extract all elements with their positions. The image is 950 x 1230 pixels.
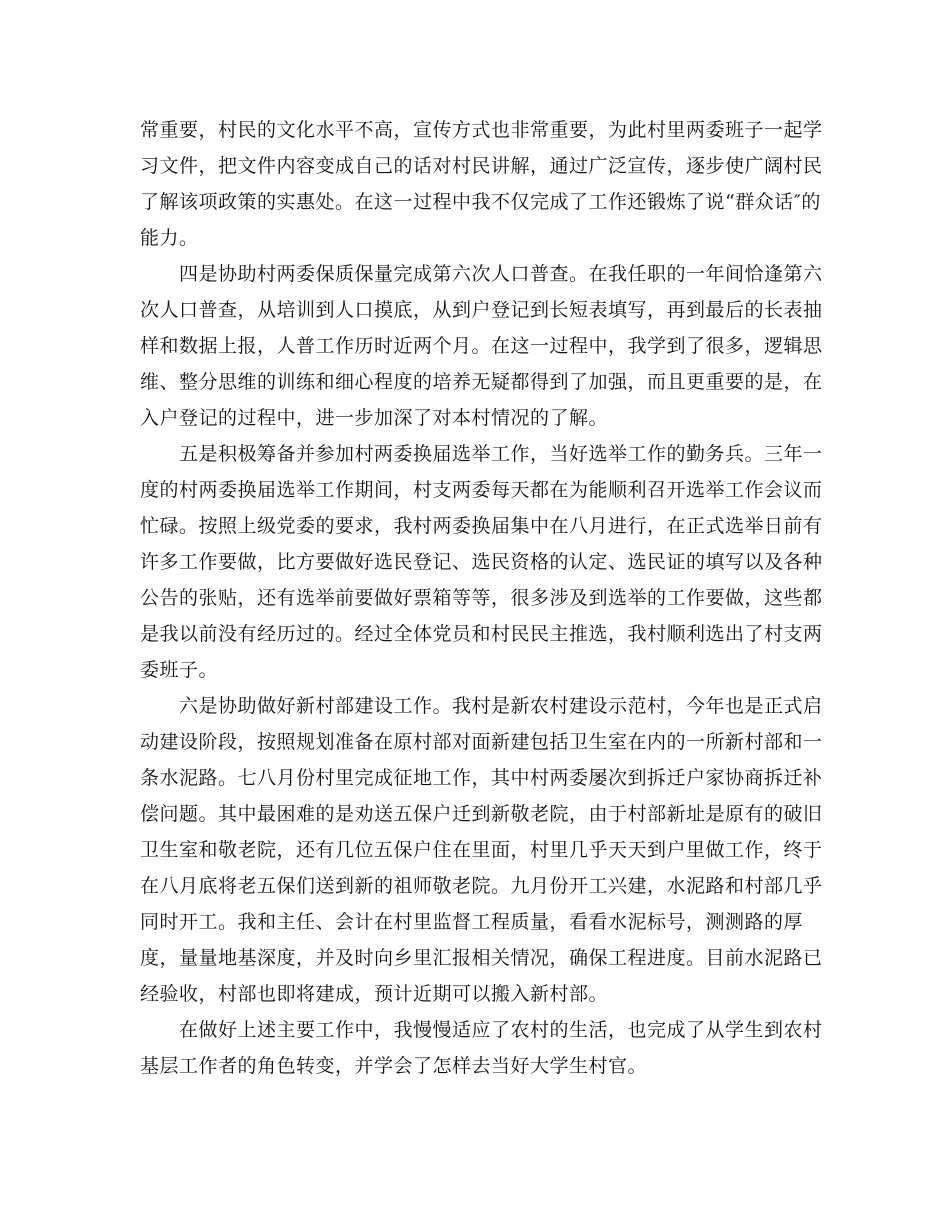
- text-line: 条水泥路。七八月份村里完成征地工作，其中村两委屡次到拆迁户家协商拆迁补: [140, 767, 823, 789]
- text-line: 习文件，把文件内容变成自己的话对村民讲解，通过广泛宣传，逐步使广阔村民: [140, 155, 823, 177]
- text-line: 委班子。: [140, 659, 219, 681]
- text-line: 六是协助做好新村部建设工作。我村是新农村建设示范村，今年也是正式启: [140, 695, 823, 717]
- text-line: 度的村两委换届选举工作期间，村支两委每天都在为能顺利召开选举工作会议而: [140, 479, 823, 501]
- text-line: 是我以前没有经历过的。经过全体党员和村民民主推选，我村顺利选出了村支两: [140, 623, 823, 645]
- text-line: 四是协助村两委保质保量完成第六次人口普查。在我任职的一年间恰逢第六: [140, 263, 823, 285]
- text-line: 了解该项政策的实惠处。在这一过程中我不仅完成了工作还锻炼了说“群众话″的: [140, 191, 821, 213]
- text-line: 样和数据上报，人普工作历时近两个月。在这一过程中，我学到了很多，逻辑思: [140, 335, 823, 357]
- document-body: [140, 112, 823, 1084]
- text-line: 次人口普查，从培训到人口摸底，从到户登记到长短表填写，再到最后的长表抽: [140, 299, 823, 321]
- paragraph-4: [140, 688, 823, 1012]
- paragraph-3: [140, 436, 823, 688]
- text-line: 在八月底将老五保们送到新的祖师敬老院。九月份开工兴建，水泥路和村部几乎: [140, 875, 823, 897]
- text-line: 维、整分思维的训练和细心程度的培养无疑都得到了加强，而且更重要的是，在: [140, 371, 823, 393]
- text-line: 能力。: [140, 227, 199, 249]
- paragraph-1: [140, 112, 823, 256]
- paragraph-5: [140, 1012, 823, 1084]
- text-line: 常重要，村民的文化水平不高，宣传方式也非常重要，为此村里两委班子一起学: [140, 119, 823, 141]
- text-line: 卫生室和敬老院，还有几位五保户住在里面，村里几乎天天到户里做工作，终于: [140, 839, 823, 861]
- text-line: 同时开工。我和主任、会计在村里监督工程质量，看看水泥标号，测测路的厚: [140, 911, 804, 933]
- text-line: 公告的张贴，还有选举前要做好票箱等等，很多涉及到选举的工作要做，这些都: [140, 587, 823, 609]
- text-line: 经验收，村部也即将建成，预计近期可以搬入新村部。: [140, 983, 609, 1005]
- text-line: 偿问题。其中最困难的是劝送五保户迁到新敬老院，由于村部新址是原有的破旧: [140, 803, 823, 825]
- text-line: 忙碌。按照上级党委的要求，我村两委换届集中在八月进行，在正式选举日前有: [140, 515, 823, 537]
- paragraph-2: [140, 256, 823, 436]
- text-line: 五是积极筹备并参加村两委换届选举工作，当好选举工作的勤务兵。三年一: [140, 443, 823, 465]
- text-line: 许多工作要做，比方要做好选民登记、选民资格的认定、选民证的填写以及各种: [140, 551, 823, 573]
- text-line: 度，量量地基深度，并及时向乡里汇报相关情况，确保工程进度。目前水泥路已: [140, 947, 823, 969]
- text-line: 动建设阶段，按照规划准备在原村部对面新建包括卫生室在内的一所新村部和一: [140, 731, 823, 753]
- text-line: 入户登记的过程中，进一步加深了对本村情况的了解。: [140, 407, 609, 429]
- text-line: 在做好上述主要工作中，我慢慢适应了农村的生活，也完成了从学生到农村: [140, 1019, 823, 1041]
- text-line: 基层工作者的角色转变，并学会了怎样去当好大学生村官。: [140, 1055, 648, 1077]
